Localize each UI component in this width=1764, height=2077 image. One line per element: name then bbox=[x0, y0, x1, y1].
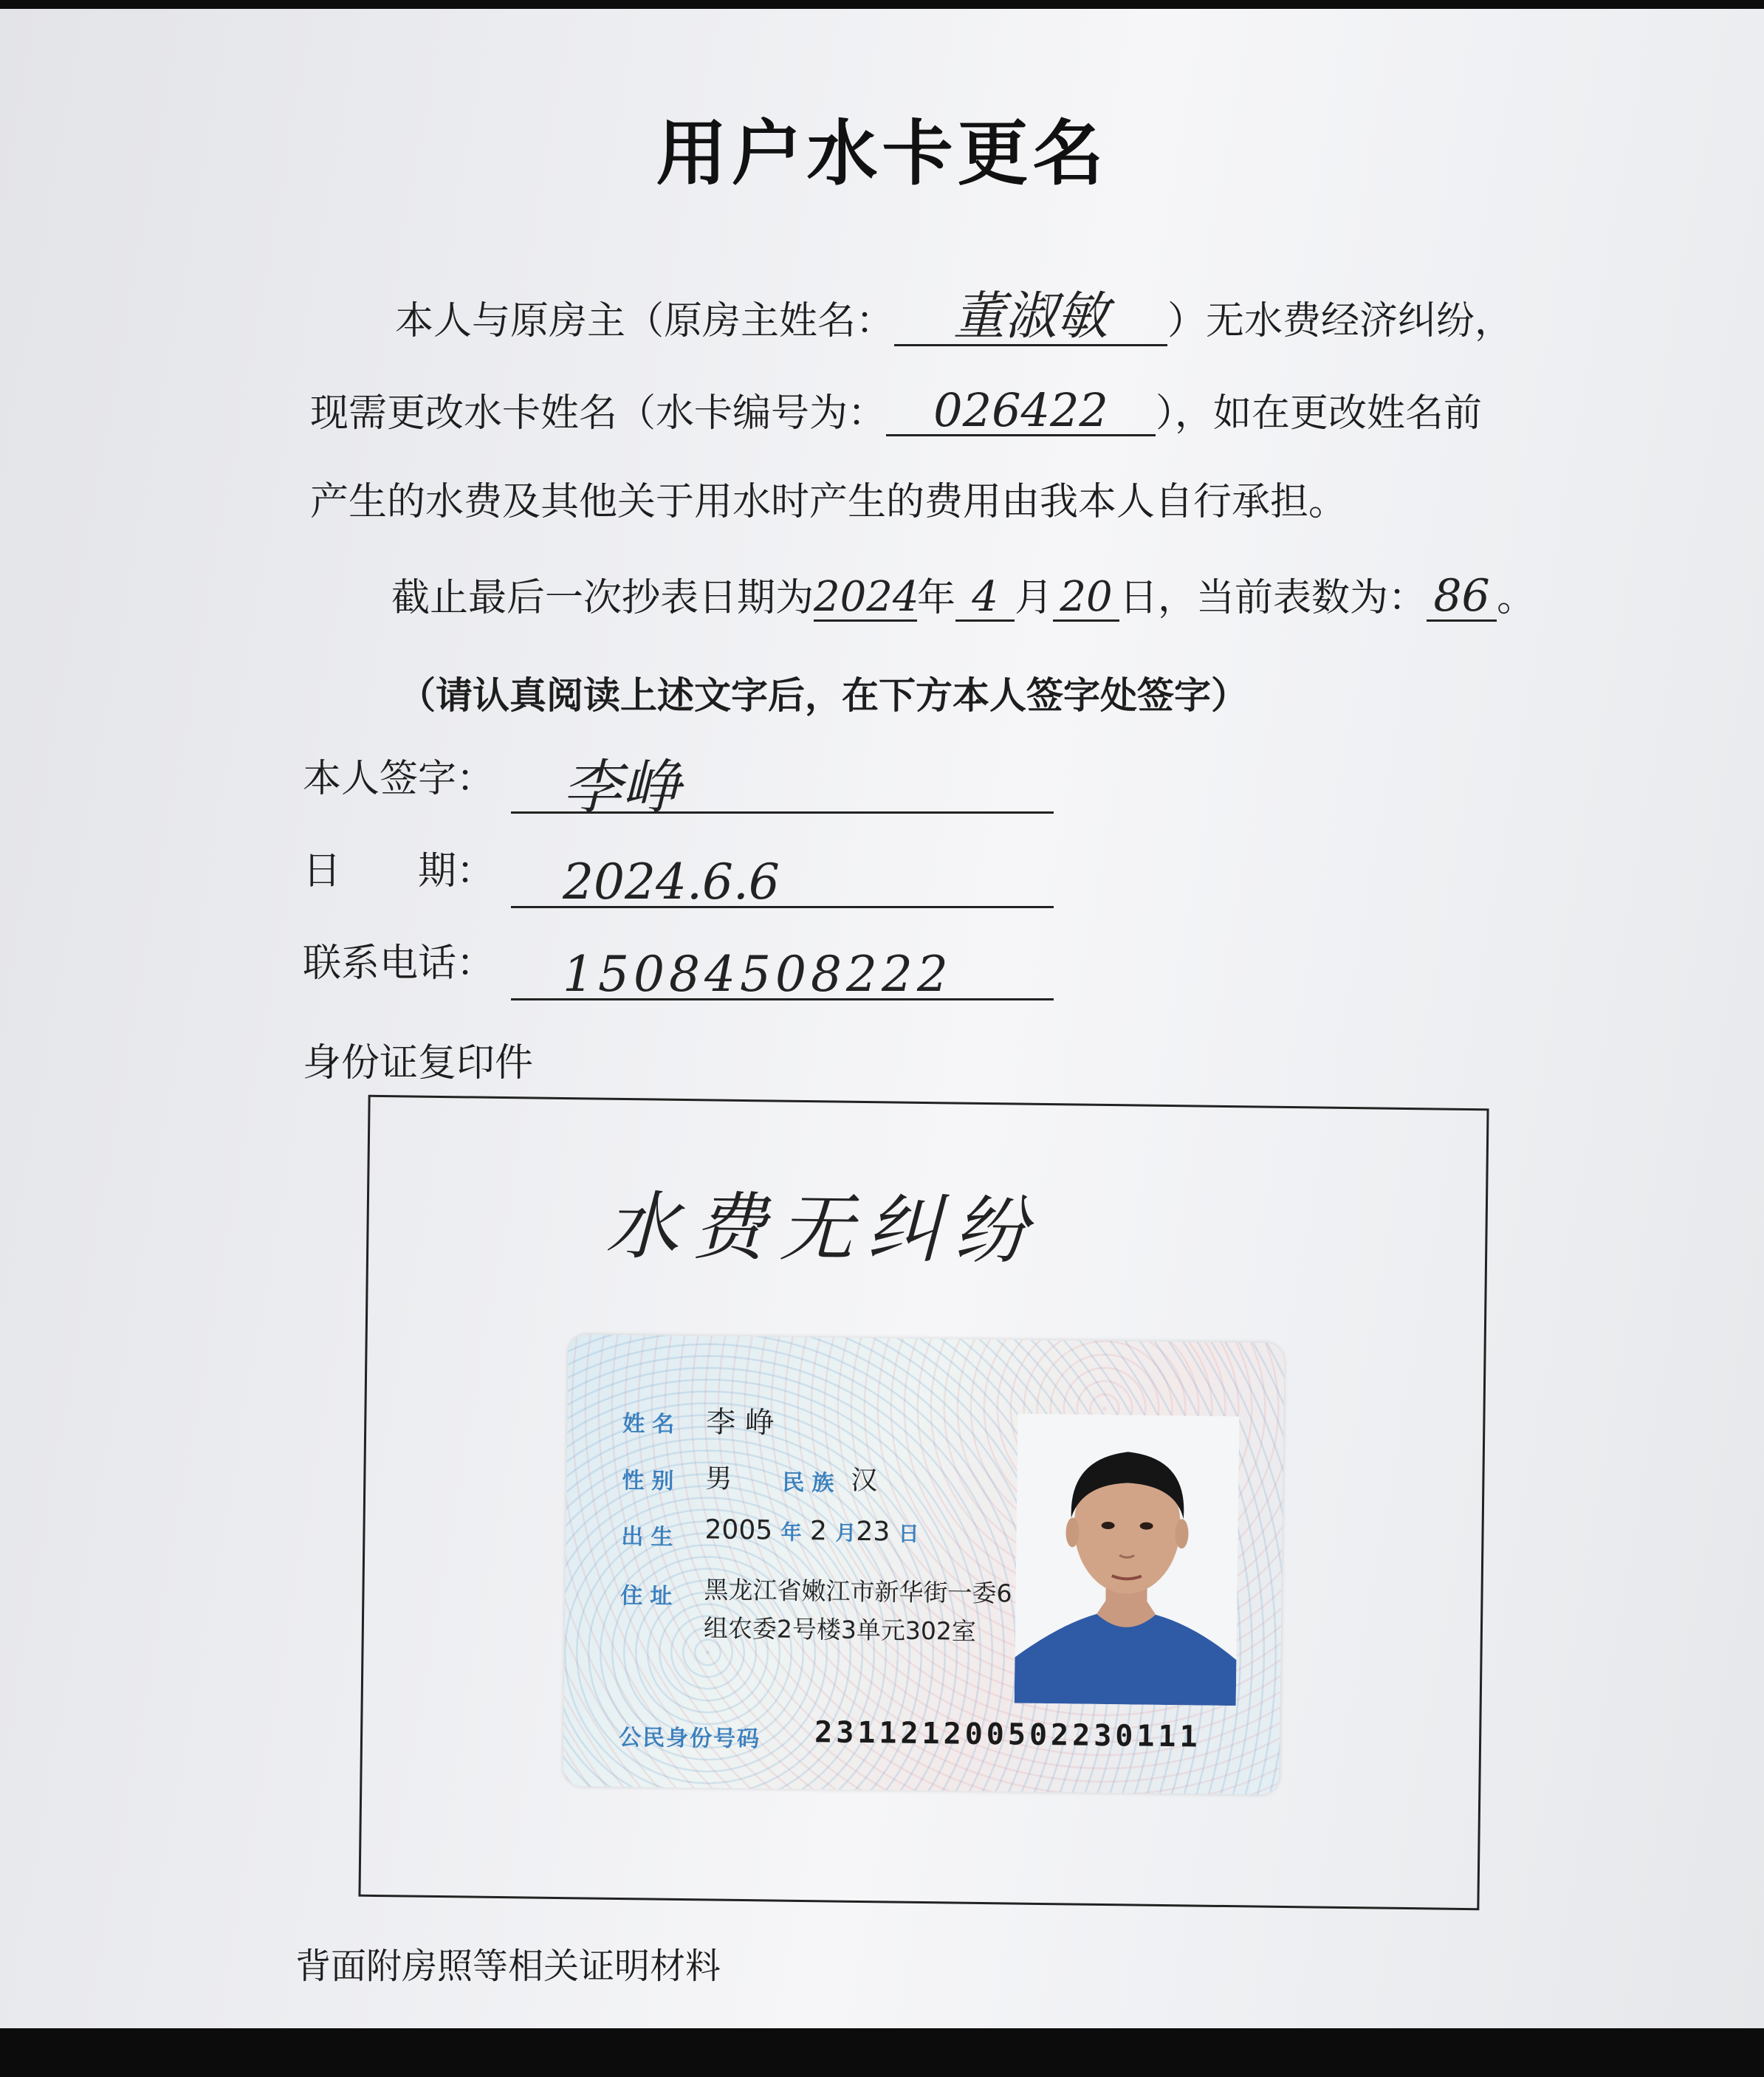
document-title: 用户水卡更名 bbox=[656, 112, 1108, 195]
id-birth-day-unit: 日 bbox=[898, 1521, 919, 1546]
id-birth-value bbox=[704, 1514, 919, 1548]
meter-day-handwritten: 20 bbox=[1053, 576, 1119, 622]
owner-suffix: ）无水费经济纠纷， bbox=[1167, 299, 1514, 343]
id-birth-month-unit: 月 bbox=[835, 1520, 857, 1545]
id-card bbox=[563, 1334, 1284, 1795]
id-address-value: 黑龙江省嫩江市新华街一委6组农委2号楼3单元302室 bbox=[703, 1575, 1012, 1646]
meter-prefix: 截止最后一次抄表日期为 bbox=[391, 576, 814, 620]
card-number-handwritten: 026422 bbox=[886, 386, 1156, 436]
id-copy-frame bbox=[358, 1095, 1489, 1910]
phone-line: 15084508222 bbox=[511, 949, 1054, 1000]
id-birth-year: 2005 bbox=[704, 1514, 773, 1546]
id-birth-day: 23 bbox=[856, 1516, 890, 1548]
meter-month-unit: 月 bbox=[1015, 576, 1054, 620]
meter-year-unit: 年 bbox=[917, 576, 956, 620]
paragraph-card bbox=[310, 382, 1482, 437]
date-label: 日 期： bbox=[303, 849, 495, 893]
id-gender-label: 性别 bbox=[622, 1468, 682, 1494]
id-number-value: 231121200502230111 bbox=[814, 1715, 1201, 1754]
phone-label: 联系电话： bbox=[303, 941, 495, 986]
id-copy-label: 身份证复印件 bbox=[303, 1041, 534, 1085]
signature-line: 李峥 bbox=[511, 762, 1054, 814]
meter-reading-handwritten: 86 bbox=[1427, 573, 1497, 622]
id-birth-label: 出生 bbox=[621, 1524, 681, 1551]
signature-label: 本人签字： bbox=[303, 757, 495, 801]
paragraph-responsibility: 产生的水费及其他关于用水时产生的费用由我本人自行承担。 bbox=[310, 480, 1348, 524]
document-page bbox=[0, 9, 1764, 2028]
id-ethnicity-label: 民族 bbox=[782, 1469, 842, 1497]
card-prefix: 现需更改水卡姓名（水卡编号为： bbox=[310, 391, 887, 436]
instruction-text: （请认真阅读上述文字后，在下方本人签字处签字） bbox=[399, 674, 1248, 717]
footer-note: 背面附房照等相关证明材料 bbox=[295, 1946, 721, 1987]
id-ethnicity-value: 汉 bbox=[851, 1465, 878, 1497]
id-name-value: 李 峥 bbox=[706, 1405, 775, 1441]
id-birth-year-unit: 年 bbox=[780, 1520, 802, 1545]
meter-year-handwritten: 2024 bbox=[814, 573, 919, 621]
id-number-label: 公民身份号码 bbox=[618, 1724, 761, 1753]
owner-prefix: 本人与原房主（原房主姓名： bbox=[395, 299, 895, 343]
frame-handwritten-note: 水费无纠纷 bbox=[604, 1182, 1042, 1274]
date-line: 2024.6.6 bbox=[511, 856, 1054, 908]
meter-end: 。 bbox=[1497, 576, 1536, 620]
meter-day-unit: 日，当前表数为： bbox=[1119, 576, 1427, 620]
id-portrait-photo bbox=[1015, 1414, 1240, 1706]
id-birth-month: 2 bbox=[809, 1516, 828, 1547]
card-suffix: ），如在更改姓名前 bbox=[1156, 391, 1483, 436]
paragraph-owner bbox=[395, 286, 1514, 346]
meter-month-handwritten: 4 bbox=[955, 576, 1015, 622]
paragraph-meter bbox=[391, 566, 1535, 622]
owner-name-handwritten: 董淑敏 bbox=[894, 289, 1167, 346]
id-address-label: 住址 bbox=[620, 1582, 680, 1610]
id-name-label: 姓名 bbox=[622, 1411, 682, 1438]
id-gender-value: 男 bbox=[705, 1463, 732, 1494]
